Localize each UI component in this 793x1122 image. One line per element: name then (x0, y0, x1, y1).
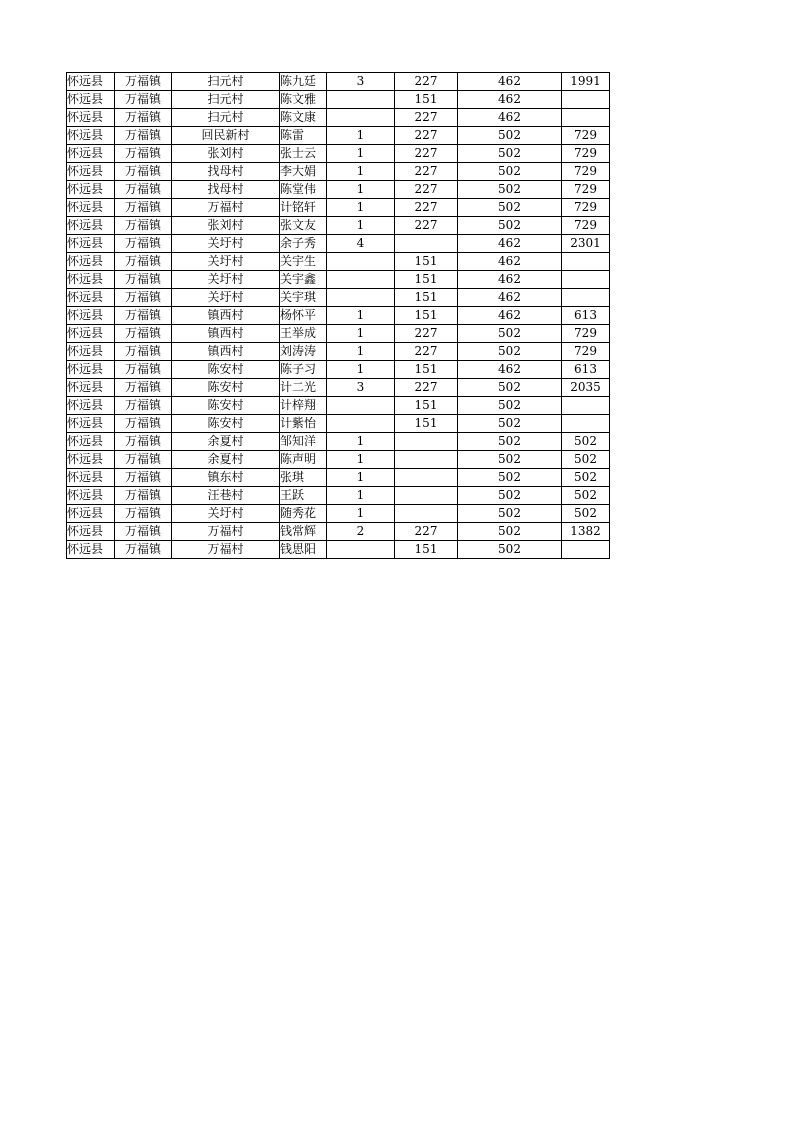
town-cell: 万福镇 (115, 199, 172, 217)
county-cell: 怀远县 (67, 505, 115, 523)
county-cell: 怀远县 (67, 145, 115, 163)
amount-b-cell: 462 (458, 253, 562, 271)
total-amount-cell: 502 (562, 451, 610, 469)
amount-b-cell: 502 (458, 325, 562, 343)
amount-a-cell: 151 (395, 541, 458, 559)
name-cell: 关宇琪 (280, 289, 327, 307)
village-cell: 关圩村 (172, 235, 280, 253)
total-amount-cell (562, 271, 610, 289)
amount-a-cell: 227 (395, 325, 458, 343)
town-cell: 万福镇 (115, 73, 172, 91)
village-cell: 扫元村 (172, 73, 280, 91)
table-row (67, 163, 610, 181)
name-cell: 计紫怡 (280, 415, 327, 433)
village-cell: 扫元村 (172, 91, 280, 109)
amount-a-cell: 227 (395, 73, 458, 91)
town-cell: 万福镇 (115, 145, 172, 163)
total-amount-cell: 2301 (562, 235, 610, 253)
amount-b-cell: 502 (458, 487, 562, 505)
name-cell: 张琪 (280, 469, 327, 487)
amount-b-cell: 462 (458, 235, 562, 253)
name-cell: 邹知洋 (280, 433, 327, 451)
village-cell: 找母村 (172, 163, 280, 181)
amount-a-cell: 227 (395, 181, 458, 199)
total-amount-cell: 729 (562, 343, 610, 361)
town-cell: 万福镇 (115, 325, 172, 343)
table-row (67, 469, 610, 487)
amount-a-cell: 227 (395, 217, 458, 235)
amount-a-cell (395, 469, 458, 487)
total-amount-cell: 613 (562, 307, 610, 325)
village-cell: 陈安村 (172, 415, 280, 433)
county-cell: 怀远县 (67, 163, 115, 181)
table-row (67, 505, 610, 523)
table-row (67, 307, 610, 325)
county-cell: 怀远县 (67, 433, 115, 451)
data-table (66, 72, 610, 559)
town-cell: 万福镇 (115, 271, 172, 289)
total-amount-cell: 729 (562, 325, 610, 343)
people-count-cell: 1 (327, 325, 395, 343)
village-cell: 汪巷村 (172, 487, 280, 505)
people-count-cell (327, 415, 395, 433)
name-cell: 钱思阳 (280, 541, 327, 559)
county-cell: 怀远县 (67, 541, 115, 559)
total-amount-cell: 729 (562, 199, 610, 217)
county-cell: 怀远县 (67, 415, 115, 433)
table-row (67, 289, 610, 307)
amount-a-cell: 151 (395, 91, 458, 109)
name-cell: 张文友 (280, 217, 327, 235)
village-cell: 镇西村 (172, 325, 280, 343)
amount-b-cell: 502 (458, 469, 562, 487)
people-count-cell: 1 (327, 199, 395, 217)
amount-b-cell: 502 (458, 379, 562, 397)
people-count-cell: 1 (327, 145, 395, 163)
amount-b-cell: 462 (458, 361, 562, 379)
village-cell: 万福村 (172, 523, 280, 541)
amount-a-cell (395, 487, 458, 505)
town-cell: 万福镇 (115, 235, 172, 253)
table-row (67, 433, 610, 451)
county-cell: 怀远县 (67, 307, 115, 325)
table-body (67, 73, 610, 559)
amount-a-cell: 227 (395, 109, 458, 127)
people-count-cell: 1 (327, 505, 395, 523)
village-cell: 陈安村 (172, 361, 280, 379)
village-cell: 镇西村 (172, 307, 280, 325)
town-cell: 万福镇 (115, 379, 172, 397)
people-count-cell: 1 (327, 451, 395, 469)
people-count-cell (327, 397, 395, 415)
amount-b-cell: 502 (458, 451, 562, 469)
amount-b-cell: 502 (458, 145, 562, 163)
amount-b-cell: 502 (458, 127, 562, 145)
table-row (67, 325, 610, 343)
county-cell: 怀远县 (67, 91, 115, 109)
amount-a-cell: 151 (395, 415, 458, 433)
table-row (67, 379, 610, 397)
amount-b-cell: 462 (458, 73, 562, 91)
total-amount-cell: 729 (562, 181, 610, 199)
amount-b-cell: 502 (458, 397, 562, 415)
name-cell: 陈文康 (280, 109, 327, 127)
table-row (67, 487, 610, 505)
total-amount-cell (562, 91, 610, 109)
amount-b-cell: 502 (458, 541, 562, 559)
table-row (67, 217, 610, 235)
village-cell: 余夏村 (172, 433, 280, 451)
amount-b-cell: 462 (458, 289, 562, 307)
amount-a-cell (395, 433, 458, 451)
town-cell: 万福镇 (115, 109, 172, 127)
amount-b-cell: 502 (458, 523, 562, 541)
amount-b-cell: 462 (458, 109, 562, 127)
village-cell: 万福村 (172, 541, 280, 559)
town-cell: 万福镇 (115, 343, 172, 361)
name-cell: 张士云 (280, 145, 327, 163)
table-row (67, 181, 610, 199)
table-row (67, 145, 610, 163)
amount-a-cell (395, 505, 458, 523)
town-cell: 万福镇 (115, 217, 172, 235)
people-count-cell (327, 271, 395, 289)
people-count-cell: 4 (327, 235, 395, 253)
county-cell: 怀远县 (67, 523, 115, 541)
name-cell: 李大娟 (280, 163, 327, 181)
amount-b-cell: 502 (458, 433, 562, 451)
people-count-cell: 2 (327, 523, 395, 541)
county-cell: 怀远县 (67, 253, 115, 271)
amount-b-cell: 462 (458, 307, 562, 325)
amount-a-cell: 227 (395, 343, 458, 361)
county-cell: 怀远县 (67, 217, 115, 235)
people-count-cell: 3 (327, 379, 395, 397)
town-cell: 万福镇 (115, 433, 172, 451)
amount-b-cell: 462 (458, 271, 562, 289)
total-amount-cell (562, 289, 610, 307)
people-count-cell: 1 (327, 487, 395, 505)
total-amount-cell (562, 541, 610, 559)
name-cell: 王举成 (280, 325, 327, 343)
amount-b-cell: 502 (458, 199, 562, 217)
town-cell: 万福镇 (115, 487, 172, 505)
amount-a-cell (395, 235, 458, 253)
table-row (67, 73, 610, 91)
name-cell: 随秀花 (280, 505, 327, 523)
table-row (67, 451, 610, 469)
town-cell: 万福镇 (115, 289, 172, 307)
county-cell: 怀远县 (67, 235, 115, 253)
amount-a-cell: 227 (395, 163, 458, 181)
county-cell: 怀远县 (67, 181, 115, 199)
amount-b-cell: 502 (458, 181, 562, 199)
name-cell: 陈子习 (280, 361, 327, 379)
amount-b-cell: 462 (458, 91, 562, 109)
name-cell: 陈雷 (280, 127, 327, 145)
town-cell: 万福镇 (115, 541, 172, 559)
people-count-cell (327, 109, 395, 127)
amount-a-cell: 227 (395, 523, 458, 541)
name-cell: 钱常辉 (280, 523, 327, 541)
town-cell: 万福镇 (115, 181, 172, 199)
village-cell: 万福村 (172, 199, 280, 217)
county-cell: 怀远县 (67, 325, 115, 343)
total-amount-cell: 502 (562, 433, 610, 451)
county-cell: 怀远县 (67, 343, 115, 361)
village-cell: 陈安村 (172, 397, 280, 415)
people-count-cell (327, 541, 395, 559)
people-count-cell: 1 (327, 307, 395, 325)
people-count-cell: 1 (327, 181, 395, 199)
name-cell: 杨怀平 (280, 307, 327, 325)
village-cell: 找母村 (172, 181, 280, 199)
village-cell: 镇西村 (172, 343, 280, 361)
amount-a-cell: 227 (395, 127, 458, 145)
amount-b-cell: 502 (458, 415, 562, 433)
county-cell: 怀远县 (67, 361, 115, 379)
people-count-cell: 1 (327, 127, 395, 145)
village-cell: 关圩村 (172, 505, 280, 523)
table-row (67, 541, 610, 559)
amount-a-cell: 151 (395, 397, 458, 415)
village-cell: 回民新村 (172, 127, 280, 145)
table-row (67, 361, 610, 379)
town-cell: 万福镇 (115, 253, 172, 271)
village-cell: 张刘村 (172, 217, 280, 235)
total-amount-cell: 1991 (562, 73, 610, 91)
amount-a-cell: 151 (395, 307, 458, 325)
total-amount-cell: 502 (562, 469, 610, 487)
total-amount-cell: 2035 (562, 379, 610, 397)
village-cell: 余夏村 (172, 451, 280, 469)
people-count-cell (327, 289, 395, 307)
town-cell: 万福镇 (115, 91, 172, 109)
name-cell: 陈九廷 (280, 73, 327, 91)
name-cell: 关宇生 (280, 253, 327, 271)
people-count-cell: 3 (327, 73, 395, 91)
people-count-cell: 1 (327, 361, 395, 379)
table-row (67, 127, 610, 145)
table-row (67, 523, 610, 541)
name-cell: 计梓翔 (280, 397, 327, 415)
total-amount-cell: 729 (562, 145, 610, 163)
people-count-cell: 1 (327, 469, 395, 487)
village-cell: 陈安村 (172, 379, 280, 397)
name-cell: 陈文雅 (280, 91, 327, 109)
town-cell: 万福镇 (115, 469, 172, 487)
table-row (67, 199, 610, 217)
amount-b-cell: 502 (458, 505, 562, 523)
amount-a-cell (395, 451, 458, 469)
county-cell: 怀远县 (67, 109, 115, 127)
table-row (67, 253, 610, 271)
table-row (67, 109, 610, 127)
town-cell: 万福镇 (115, 361, 172, 379)
people-count-cell: 1 (327, 163, 395, 181)
amount-a-cell: 151 (395, 253, 458, 271)
county-cell: 怀远县 (67, 271, 115, 289)
village-cell: 关圩村 (172, 253, 280, 271)
county-cell: 怀远县 (67, 199, 115, 217)
table-row (67, 271, 610, 289)
amount-a-cell: 151 (395, 271, 458, 289)
county-cell: 怀远县 (67, 487, 115, 505)
name-cell: 余子秀 (280, 235, 327, 253)
town-cell: 万福镇 (115, 127, 172, 145)
county-cell: 怀远县 (67, 451, 115, 469)
total-amount-cell (562, 397, 610, 415)
county-cell: 怀远县 (67, 469, 115, 487)
village-cell: 扫元村 (172, 109, 280, 127)
town-cell: 万福镇 (115, 397, 172, 415)
county-cell: 怀远县 (67, 289, 115, 307)
village-cell: 镇东村 (172, 469, 280, 487)
county-cell: 怀远县 (67, 379, 115, 397)
total-amount-cell: 502 (562, 487, 610, 505)
town-cell: 万福镇 (115, 505, 172, 523)
name-cell: 陈堂伟 (280, 181, 327, 199)
town-cell: 万福镇 (115, 307, 172, 325)
table-row (67, 91, 610, 109)
name-cell: 计铭轩 (280, 199, 327, 217)
total-amount-cell: 613 (562, 361, 610, 379)
village-cell: 关圩村 (172, 289, 280, 307)
people-count-cell: 1 (327, 217, 395, 235)
total-amount-cell: 729 (562, 163, 610, 181)
amount-b-cell: 502 (458, 163, 562, 181)
name-cell: 刘涛涛 (280, 343, 327, 361)
name-cell: 计二光 (280, 379, 327, 397)
town-cell: 万福镇 (115, 415, 172, 433)
amount-a-cell: 151 (395, 289, 458, 307)
people-count-cell: 1 (327, 433, 395, 451)
county-cell: 怀远县 (67, 73, 115, 91)
people-count-cell (327, 253, 395, 271)
town-cell: 万福镇 (115, 163, 172, 181)
table-row (67, 415, 610, 433)
amount-b-cell: 502 (458, 217, 562, 235)
amount-b-cell: 502 (458, 343, 562, 361)
total-amount-cell: 502 (562, 505, 610, 523)
name-cell: 关宇鑫 (280, 271, 327, 289)
total-amount-cell: 729 (562, 127, 610, 145)
town-cell: 万福镇 (115, 451, 172, 469)
total-amount-cell (562, 253, 610, 271)
amount-a-cell: 227 (395, 379, 458, 397)
village-cell: 张刘村 (172, 145, 280, 163)
table-row (67, 397, 610, 415)
amount-a-cell: 227 (395, 145, 458, 163)
town-cell: 万福镇 (115, 523, 172, 541)
amount-a-cell: 151 (395, 361, 458, 379)
total-amount-cell: 729 (562, 217, 610, 235)
total-amount-cell (562, 415, 610, 433)
name-cell: 陈声明 (280, 451, 327, 469)
county-cell: 怀远县 (67, 127, 115, 145)
people-count-cell: 1 (327, 343, 395, 361)
amount-a-cell: 227 (395, 199, 458, 217)
people-count-cell (327, 91, 395, 109)
total-amount-cell: 1382 (562, 523, 610, 541)
table-row (67, 343, 610, 361)
total-amount-cell (562, 109, 610, 127)
name-cell: 王跃 (280, 487, 327, 505)
village-cell: 关圩村 (172, 271, 280, 289)
table-row (67, 235, 610, 253)
county-cell: 怀远县 (67, 397, 115, 415)
